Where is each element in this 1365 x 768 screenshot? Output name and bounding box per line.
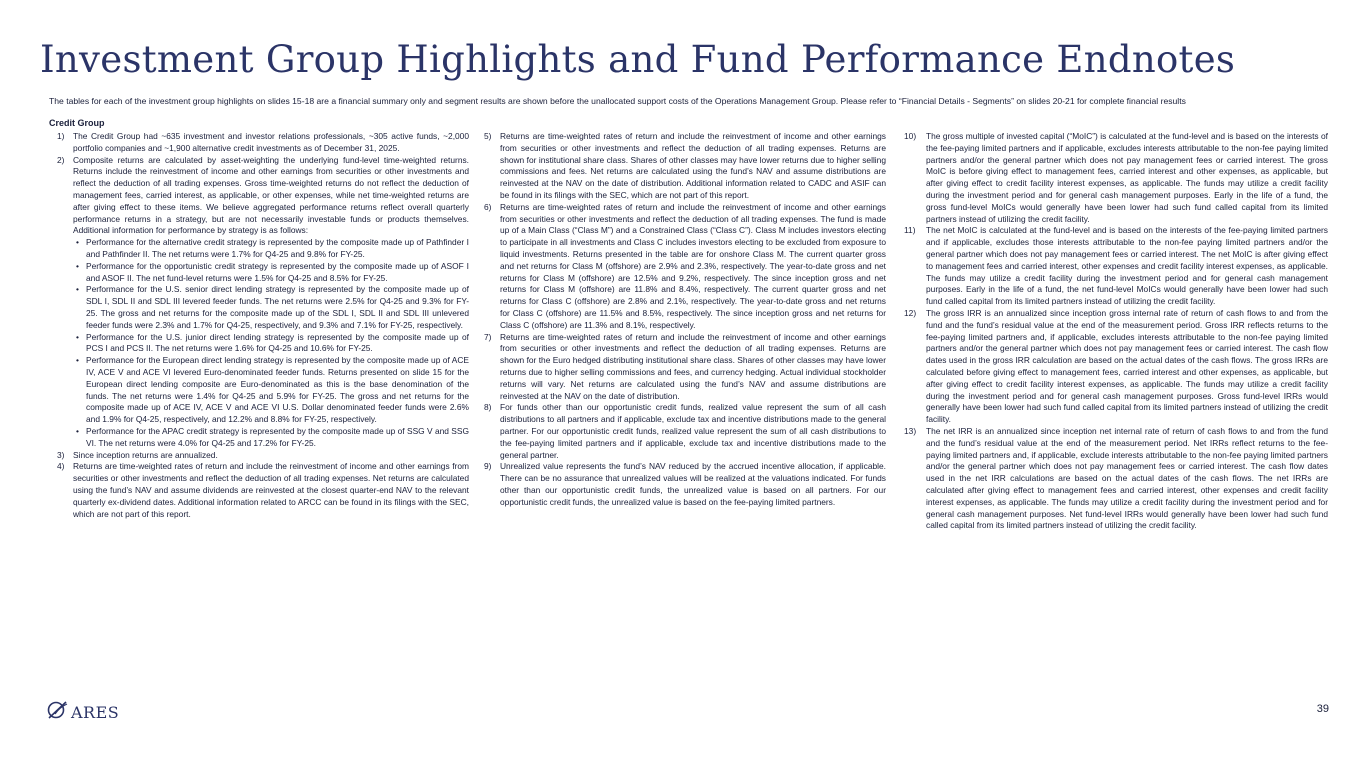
endnote-text: For funds other than our opportunistic credit funds, realized value represent the sum of all cash distributions to all partners and if applicable, exclude tax and incentive distributions made to the general partner. For our opportunistic credit funds, realized value represent the sum of all cash distributions to the fee-paying limited partners and if applicable, exclude tax and incentive distributions made to the general partner. [500, 402, 886, 460]
strategy-bullet [49, 284, 469, 331]
bullet-glyph: • [76, 237, 79, 248]
endnote-10 [902, 131, 1328, 225]
endnote-text: The gross multiple of invested capital (“MoIC”) is calculated at the fund-level and is based on the interests of the fee-paying limited partners and if applicable, excludes interests attributable to the non-fee paying limited partners and/or the general partner which does not pay management fees or carried interest. The gross MoIC is before giving effect to management fees, carried interest and other expenses, as applicable, but after giving effect to credit facility interest expenses, as applicable. The funds may utilize a credit facility during the investment period and for general cash management purposes. Early in the life of a fund, the gross fund-level MoICs would generally have been lower had such fund called capital from its limited partners instead of utilizing the credit facility. [926, 131, 1328, 224]
ares-logo [47, 701, 119, 724]
endnote-7 [476, 332, 886, 403]
ares-mark-icon [47, 701, 69, 724]
page-subtitle: The tables for each of the investment group highlights on slides 15-18 are a financial summary only and segment results are shown before the unallocated support costs of the Operations Management Group. Please refer to “Financial Details - Segments” on slides 20-21 for complete financial results [49, 96, 1186, 106]
page-title: Investment Group Highlights and Fund Performance Endnotes [40, 38, 1236, 81]
bullet-text: Performance for the U.S. junior direct lending strategy is represented by the composite made up of PCS I and PCS II. The net returns were 1.6% for Q4-25 and 10.6% for FY-25. [86, 331, 469, 354]
logo-wordmark: ARES [71, 703, 120, 722]
endnote-text: Composite returns are calculated by asset-weighting the underlying fund-level time-weighted returns. Returns include the reinvestment of income and other earnings from securities or other investments and reflect the deduction of all trading expenses. Gross time-weighted returns do not reflect the deduction of management fees, carried interest, as applicable, or other expenses, while net time-weighted returns are after giving effect to these items. We believe aggregated performance returns reflect overall quarterly performance returns in a strategy, but are not necessarily investable funds or products themselves. Additional information for performance by strategy is as follows: [73, 154, 469, 236]
endnote-text: Unrealized value represents the fund’s NAV reduced by the accrued incentive allocation, if applicable. There can be no assurance that unrealized values will be realized at the valuations indicated. For funds other than our opportunistic credit funds, the unrealized value is based on all partners. For our opportunistic credit funds, the unrealized value is based on the fee-paying limited partners. [500, 461, 886, 507]
endnote-number: 11) [904, 225, 916, 236]
endnote-number: 5) [484, 131, 492, 141]
endnote-number: 4) [57, 461, 65, 472]
endnote-text: The Credit Group had ~635 investment and investor relations professionals, ~305 active funds, ~2,000 portfolio companies and ~1,900 alternative credit investments as of December 31, 2025. [73, 131, 469, 153]
section-title: Credit Group [49, 118, 105, 128]
endnote-1 [49, 131, 469, 155]
bullet-glyph: • [76, 260, 79, 271]
endnote-12 [902, 308, 1328, 426]
endnote-number: 1) [57, 131, 65, 141]
endnote-text: The net IRR is an annualized since inception net internal rate of return of cash flows to and from the fund and the fund’s residual value at the end of the measurement period. Net IRRs reflect returns to the fee-paying limited partners and, if applicable, exclude interests attributable to the non-fee paying limited partners and/or the general partner which does not pay management fees or carried interest. The cash flow dates used in the net IRR calculations are based on the actual dates of the cash flows. The net IRRs are calculated after giving effect to management fees and carried interest, other expenses and credit facility interest expenses, as applicable. The funds may utilize a credit facility during the investment period and for general cash management purposes. Net fund-level IRRs would generally have been lower had such fund called capital from its limited partners instead of utilizing the credit facility. [926, 425, 1328, 531]
endnote-3 [49, 450, 469, 462]
endnotes-column-2 [476, 131, 886, 509]
bullet-text: Performance for the APAC credit strategy is represented by the composite made up of SSG V and SSG VI. The net returns were 4.0% for Q4-25 and 17.2% for FY-25. [86, 425, 469, 448]
endnote-number: 12) [904, 307, 917, 318]
endnote-number: 6) [484, 201, 492, 212]
endnote-number: 8) [484, 402, 492, 413]
endnote-text: Returns are time-weighted rates of return and include the reinvestment of income and other earnings from securities or other investments and reflect the deduction of all trading expenses. Net returns are calculated using the fund’s NAV and assume dividends are reinvested at the closest quarter-end NAV to the relevant quarterly ex-dividend dates. Additional information related to ARCC can be found in its filings with the SEC, which are not part of this report. [73, 461, 469, 519]
endnote-number: 3) [57, 449, 65, 460]
endnote-number: 2) [57, 154, 65, 165]
endnote-text: Returns are time-weighted rates of return and include the reinvestment of income and other earnings from securities or other investments and reflect the deduction of all trading expenses. Returns are shown for institutional share class. Shares of other classes may have lower returns due to higher selling commissions and fees. Net returns are calculated using the fund’s NAV and assume distributions are reinvested at the NAV on the date of distribution. Additional information related to CADC and ASIF can be found in its filings with the SEC, which are not part of this report. [500, 131, 886, 200]
endnote-text: The gross IRR is an annualized since inception gross internal rate of return of cash flows to and from the fund and the fund’s residual value at the end of the measurement period. Gross IRR reflects returns to the fee-paying limited partners and, if applicable, excludes interests attributable to the non-fee paying limited partners and/or the general partner which does not pay management fees or carried interest. The cash flow dates used in the gross IRR calculation are based on the actual dates of the cash flows. The gross IRRs are calculated before giving effect to management fees, carried interest and other expenses, as applicable, but after giving effect to credit facility interest expenses, as applicable. The funds may utilize a credit facility during the investment period and for general cash management purposes. Gross fund-level IRRs would generally have been lower had such fund called capital from its limited partners instead of utilizing the credit facility. [926, 307, 1328, 425]
bullet-glyph: • [76, 331, 79, 342]
strategy-bullet [49, 237, 469, 261]
endnote-number: 10) [904, 131, 917, 141]
endnote-13 [902, 426, 1328, 532]
endnote-8 [476, 402, 886, 461]
endnote-6 [476, 202, 886, 332]
strategy-bullet [49, 355, 469, 426]
endnote-2 [49, 155, 469, 238]
strategy-bullet [49, 261, 469, 285]
endnote-text: Returns are time-weighted rates of return and include the reinvestment of income and other earnings from securities or other investments and reflect the deduction of all trading expenses. Returns are shown for the Euro hedged distributing institutional share class. Shares of other classes may have lower returns due to higher selling commissions and fees, and currency hedging. Actual individual stockholder returns will vary. Net returns are calculated using the fund’s NAV and assume distributions are reinvested at the NAV on the date of distribution. [500, 331, 886, 401]
strategy-bullet-list [49, 237, 469, 449]
bullet-glyph: • [76, 425, 79, 436]
endnote-5 [476, 131, 886, 202]
endnote-text: Since inception returns are annualized. [73, 449, 218, 460]
bullet-text: Performance for the U.S. senior direct lending strategy is represented by the composite made up of SDL I, SDL II and SDL III levered feeder funds. The net returns were 2.5% for Q4-25 and 9.3% for FY-25. The gross and net returns for the composite made up of the SDL I, SDL II and SDL III unlevered feeder funds were 2.3% and 1.7% for Q4-25, respectively, and 9.3% and 7.1% for FY-25, respectively. [86, 284, 469, 330]
page-number: 39 [1316, 703, 1329, 715]
endnote-11 [902, 225, 1328, 308]
bullet-glyph: • [76, 284, 79, 295]
bullet-glyph: • [76, 355, 79, 366]
endnotes-column-1 [49, 131, 469, 520]
endnote-4 [49, 461, 469, 520]
endnotes-column-3 [902, 131, 1328, 532]
endnote-9 [476, 461, 886, 508]
endnote-number: 7) [484, 331, 492, 342]
bullet-text: Performance for the European direct lending strategy is represented by the composite made up of ACE IV, ACE V and ACE VI levered Euro-denominated feeder funds. Returns presented on slide 15 for the European direct lending composite are Euro-denominated as this is the base denomination of the funds. The net returns were 1.4% for Q4-25 and 5.9% for FY-25. The gross and net returns for the composite made up of ACE IV, ACE V and ACE VI U.S. Dollar denominated feeder funds were 2.6% and 1.9% for Q4-25, respectively, and 12.2% and 8.8% for FY-25, respectively. [86, 355, 469, 425]
bullet-text: Performance for the opportunistic credit strategy is represented by the composite made up of ASOF I and ASOF II. The net fund-level returns were 1.5% for Q4-25 and 8.5% for FY-25. [86, 260, 469, 283]
strategy-bullet [49, 426, 469, 450]
endnote-text: Returns are time-weighted rates of return and include the reinvestment of income and other earnings from securities or other investments and reflect the deduction of all trading expenses. The fund is made up of a Main Class (“Class M”) and a Constrained Class (“Class C”). Class M includes investors electing to participate in all investments and Class C includes investors electing to be excluded from exposure to liquid investments. Returns presented in the table are for onshore Class M. The current quarter gross and net returns for Class M (offshore) are 2.9% and 2.3%, respectively. The year-to-date gross and net returns for Class M (offshore) are 12.5% and 9.2%, respectively. The since inception gross and net returns for Class M (offshore) are 11.8% and 8.4%, respectively. The current quarter gross and net returns for Class C (offshore) are 2.8% and 2.1%, respectively. The year-to-date gross and net returns for Class C (offshore) are 11.5% and 8.5%, respectively. The since inception gross and net returns for Class C (offshore) are 11.3% and 8.1%, respectively. [500, 201, 886, 330]
endnote-number: 13) [904, 425, 917, 436]
endnote-text: The net MoIC is calculated at the fund-level and is based on the interests of the fee-paying limited partners and if applicable, excludes those interests attributable to the non-fee paying limited partners and/or the general partner which does not pay management fees or carried interest. The net MoIC is after giving effect to management fees and carried interest, other expenses and credit facility interest expenses, as applicable. The funds may utilize a credit facility during the investment period and for general cash management purposes. Early in the life of a fund, the net fund-level MoICs would generally have been lower had such fund called capital from its limited partners instead of utilizing the credit facility. [926, 225, 1328, 307]
bullet-text: Performance for the alternative credit strategy is represented by the composite made up of Pathfinder I and Pathfinder II. The net returns were 1.7% for Q4-25 and 9.8% for FY-25. [86, 237, 469, 259]
strategy-bullet [49, 332, 469, 356]
endnote-number: 9) [484, 461, 492, 472]
